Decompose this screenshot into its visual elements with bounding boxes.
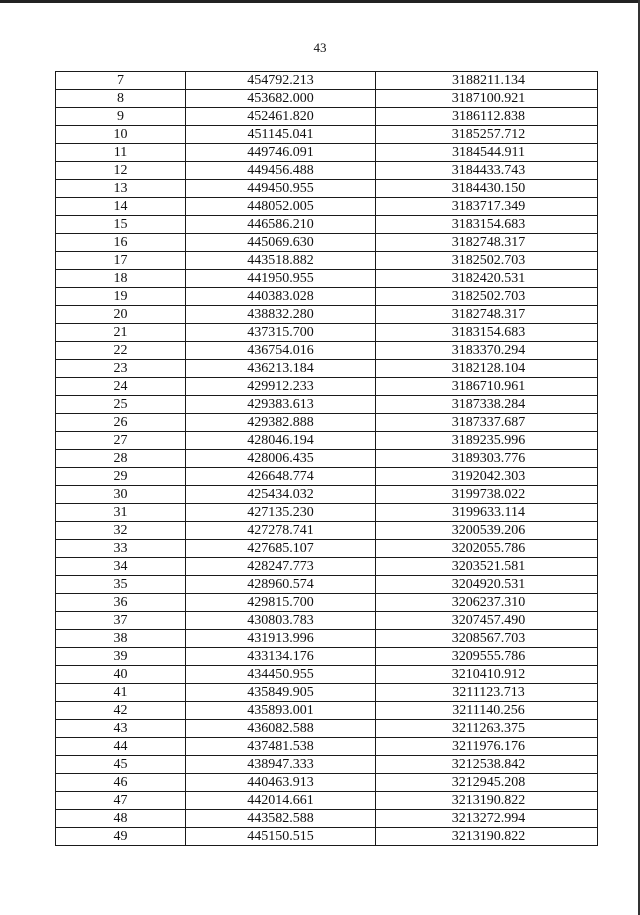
x-coordinate-cell: 429815.700 bbox=[186, 594, 376, 612]
table-row bbox=[56, 90, 598, 108]
x-coordinate-cell: 442014.661 bbox=[186, 792, 376, 810]
x-coordinate-cell: 435893.001 bbox=[186, 702, 376, 720]
table-row bbox=[56, 738, 598, 756]
x-coordinate-cell: 443582.588 bbox=[186, 810, 376, 828]
y-coordinate-cell: 3185257.712 bbox=[376, 126, 598, 144]
x-coordinate-cell: 429382.888 bbox=[186, 414, 376, 432]
point-number-cell: 43 bbox=[56, 720, 186, 738]
point-number-cell: 37 bbox=[56, 612, 186, 630]
table-row bbox=[56, 216, 598, 234]
table-row bbox=[56, 468, 598, 486]
y-coordinate-cell: 3184544.911 bbox=[376, 144, 598, 162]
y-coordinate-cell: 3203521.581 bbox=[376, 558, 598, 576]
y-coordinate-cell: 3189303.776 bbox=[376, 450, 598, 468]
x-coordinate-cell: 428046.194 bbox=[186, 432, 376, 450]
y-coordinate-cell: 3211140.256 bbox=[376, 702, 598, 720]
table-row bbox=[56, 414, 598, 432]
y-coordinate-cell: 3182502.703 bbox=[376, 288, 598, 306]
point-number-cell: 46 bbox=[56, 774, 186, 792]
point-number-cell: 14 bbox=[56, 198, 186, 216]
table-row bbox=[56, 612, 598, 630]
table-row bbox=[56, 756, 598, 774]
y-coordinate-cell: 3187100.921 bbox=[376, 90, 598, 108]
x-coordinate-cell: 449456.488 bbox=[186, 162, 376, 180]
point-number-cell: 48 bbox=[56, 810, 186, 828]
x-coordinate-cell: 428960.574 bbox=[186, 576, 376, 594]
y-coordinate-cell: 3186112.838 bbox=[376, 108, 598, 126]
y-coordinate-cell: 3183370.294 bbox=[376, 342, 598, 360]
y-coordinate-cell: 3187337.687 bbox=[376, 414, 598, 432]
point-number-cell: 24 bbox=[56, 378, 186, 396]
table-row bbox=[56, 810, 598, 828]
table-row bbox=[56, 540, 598, 558]
x-coordinate-cell: 427685.107 bbox=[186, 540, 376, 558]
y-coordinate-cell: 3211123.713 bbox=[376, 684, 598, 702]
y-coordinate-cell: 3212945.208 bbox=[376, 774, 598, 792]
y-coordinate-cell: 3186710.961 bbox=[376, 378, 598, 396]
y-coordinate-cell: 3212538.842 bbox=[376, 756, 598, 774]
point-number-cell: 40 bbox=[56, 666, 186, 684]
y-coordinate-cell: 3184430.150 bbox=[376, 180, 598, 198]
x-coordinate-cell: 428006.435 bbox=[186, 450, 376, 468]
x-coordinate-cell: 454792.213 bbox=[186, 72, 376, 90]
x-coordinate-cell: 427135.230 bbox=[186, 504, 376, 522]
y-coordinate-cell: 3199738.022 bbox=[376, 486, 598, 504]
y-coordinate-cell: 3213190.822 bbox=[376, 828, 598, 846]
y-coordinate-cell: 3187338.284 bbox=[376, 396, 598, 414]
point-number-cell: 27 bbox=[56, 432, 186, 450]
y-coordinate-cell: 3204920.531 bbox=[376, 576, 598, 594]
table-row bbox=[56, 576, 598, 594]
point-number-cell: 9 bbox=[56, 108, 186, 126]
table-row bbox=[56, 126, 598, 144]
point-number-cell: 35 bbox=[56, 576, 186, 594]
x-coordinate-cell: 437481.538 bbox=[186, 738, 376, 756]
point-number-cell: 12 bbox=[56, 162, 186, 180]
point-number-cell: 29 bbox=[56, 468, 186, 486]
point-number-cell: 13 bbox=[56, 180, 186, 198]
point-number-cell: 31 bbox=[56, 504, 186, 522]
y-coordinate-cell: 3206237.310 bbox=[376, 594, 598, 612]
table-row bbox=[56, 486, 598, 504]
table-row bbox=[56, 720, 598, 738]
table-row bbox=[56, 648, 598, 666]
table-row bbox=[56, 666, 598, 684]
page-top-edge bbox=[0, 0, 640, 3]
x-coordinate-cell: 453682.000 bbox=[186, 90, 376, 108]
x-coordinate-cell: 436213.184 bbox=[186, 360, 376, 378]
x-coordinate-cell: 440383.028 bbox=[186, 288, 376, 306]
table-row bbox=[56, 522, 598, 540]
point-number-cell: 28 bbox=[56, 450, 186, 468]
point-number-cell: 49 bbox=[56, 828, 186, 846]
point-number-cell: 23 bbox=[56, 360, 186, 378]
point-number-cell: 26 bbox=[56, 414, 186, 432]
y-coordinate-cell: 3200539.206 bbox=[376, 522, 598, 540]
table-row bbox=[56, 162, 598, 180]
y-coordinate-cell: 3213190.822 bbox=[376, 792, 598, 810]
y-coordinate-cell: 3211263.375 bbox=[376, 720, 598, 738]
table-row bbox=[56, 252, 598, 270]
x-coordinate-cell: 441950.955 bbox=[186, 270, 376, 288]
y-coordinate-cell: 3192042.303 bbox=[376, 468, 598, 486]
x-coordinate-cell: 440463.913 bbox=[186, 774, 376, 792]
y-coordinate-cell: 3199633.114 bbox=[376, 504, 598, 522]
table-row bbox=[56, 108, 598, 126]
y-coordinate-cell: 3182420.531 bbox=[376, 270, 598, 288]
point-number-cell: 7 bbox=[56, 72, 186, 90]
point-number-cell: 42 bbox=[56, 702, 186, 720]
point-number-cell: 39 bbox=[56, 648, 186, 666]
x-coordinate-cell: 451145.041 bbox=[186, 126, 376, 144]
table-row bbox=[56, 198, 598, 216]
point-number-cell: 15 bbox=[56, 216, 186, 234]
x-coordinate-cell: 438832.280 bbox=[186, 306, 376, 324]
y-coordinate-cell: 3202055.786 bbox=[376, 540, 598, 558]
x-coordinate-cell: 452461.820 bbox=[186, 108, 376, 126]
table-row bbox=[56, 360, 598, 378]
x-coordinate-cell: 435849.905 bbox=[186, 684, 376, 702]
y-coordinate-cell: 3209555.786 bbox=[376, 648, 598, 666]
x-coordinate-cell: 427278.741 bbox=[186, 522, 376, 540]
table-row bbox=[56, 630, 598, 648]
table-row bbox=[56, 702, 598, 720]
x-coordinate-cell: 449746.091 bbox=[186, 144, 376, 162]
point-number-cell: 36 bbox=[56, 594, 186, 612]
x-coordinate-cell: 428247.773 bbox=[186, 558, 376, 576]
y-coordinate-cell: 3207457.490 bbox=[376, 612, 598, 630]
x-coordinate-cell: 426648.774 bbox=[186, 468, 376, 486]
y-coordinate-cell: 3183154.683 bbox=[376, 216, 598, 234]
y-coordinate-cell: 3188211.134 bbox=[376, 72, 598, 90]
point-number-cell: 32 bbox=[56, 522, 186, 540]
x-coordinate-cell: 437315.700 bbox=[186, 324, 376, 342]
table-row bbox=[56, 828, 598, 846]
point-number-cell: 18 bbox=[56, 270, 186, 288]
point-number-cell: 30 bbox=[56, 486, 186, 504]
y-coordinate-cell: 3208567.703 bbox=[376, 630, 598, 648]
page-number: 43 bbox=[313, 40, 327, 55]
coordinate-table-body bbox=[56, 72, 598, 846]
point-number-cell: 25 bbox=[56, 396, 186, 414]
point-number-cell: 21 bbox=[56, 324, 186, 342]
point-number-cell: 22 bbox=[56, 342, 186, 360]
point-number-cell: 17 bbox=[56, 252, 186, 270]
point-number-cell: 8 bbox=[56, 90, 186, 108]
point-number-cell: 20 bbox=[56, 306, 186, 324]
table-row bbox=[56, 774, 598, 792]
table-row bbox=[56, 144, 598, 162]
table-row bbox=[56, 432, 598, 450]
table-row bbox=[56, 558, 598, 576]
point-number-cell: 33 bbox=[56, 540, 186, 558]
point-number-cell: 34 bbox=[56, 558, 186, 576]
x-coordinate-cell: 446586.210 bbox=[186, 216, 376, 234]
table-row bbox=[56, 504, 598, 522]
y-coordinate-cell: 3211976.176 bbox=[376, 738, 598, 756]
table-row bbox=[56, 270, 598, 288]
x-coordinate-cell: 448052.005 bbox=[186, 198, 376, 216]
table-row bbox=[56, 180, 598, 198]
y-coordinate-cell: 3210410.912 bbox=[376, 666, 598, 684]
y-coordinate-cell: 3183717.349 bbox=[376, 198, 598, 216]
table-row bbox=[56, 792, 598, 810]
table-row bbox=[56, 684, 598, 702]
x-coordinate-cell: 436754.016 bbox=[186, 342, 376, 360]
x-coordinate-cell: 429383.613 bbox=[186, 396, 376, 414]
y-coordinate-cell: 3213272.994 bbox=[376, 810, 598, 828]
y-coordinate-cell: 3182748.317 bbox=[376, 306, 598, 324]
point-number-cell: 38 bbox=[56, 630, 186, 648]
y-coordinate-cell: 3182502.703 bbox=[376, 252, 598, 270]
coordinate-table bbox=[55, 71, 598, 846]
y-coordinate-cell: 3189235.996 bbox=[376, 432, 598, 450]
table-row bbox=[56, 324, 598, 342]
point-number-cell: 19 bbox=[56, 288, 186, 306]
y-coordinate-cell: 3182128.104 bbox=[376, 360, 598, 378]
table-row bbox=[56, 450, 598, 468]
table-row bbox=[56, 594, 598, 612]
x-coordinate-cell: 443518.882 bbox=[186, 252, 376, 270]
point-number-cell: 47 bbox=[56, 792, 186, 810]
point-number-cell: 44 bbox=[56, 738, 186, 756]
table-row bbox=[56, 396, 598, 414]
y-coordinate-cell: 3183154.683 bbox=[376, 324, 598, 342]
x-coordinate-cell: 449450.955 bbox=[186, 180, 376, 198]
point-number-cell: 45 bbox=[56, 756, 186, 774]
x-coordinate-cell: 431913.996 bbox=[186, 630, 376, 648]
table-row bbox=[56, 306, 598, 324]
table-row bbox=[56, 342, 598, 360]
x-coordinate-cell: 436082.588 bbox=[186, 720, 376, 738]
table-row bbox=[56, 72, 598, 90]
point-number-cell: 10 bbox=[56, 126, 186, 144]
x-coordinate-cell: 434450.955 bbox=[186, 666, 376, 684]
x-coordinate-cell: 438947.333 bbox=[186, 756, 376, 774]
x-coordinate-cell: 430803.783 bbox=[186, 612, 376, 630]
table-row bbox=[56, 288, 598, 306]
point-number-cell: 41 bbox=[56, 684, 186, 702]
point-number-cell: 11 bbox=[56, 144, 186, 162]
y-coordinate-cell: 3184433.743 bbox=[376, 162, 598, 180]
table-row bbox=[56, 234, 598, 252]
x-coordinate-cell: 445069.630 bbox=[186, 234, 376, 252]
point-number-cell: 16 bbox=[56, 234, 186, 252]
table-row bbox=[56, 378, 598, 396]
x-coordinate-cell: 429912.233 bbox=[186, 378, 376, 396]
x-coordinate-cell: 445150.515 bbox=[186, 828, 376, 846]
x-coordinate-cell: 425434.032 bbox=[186, 486, 376, 504]
y-coordinate-cell: 3182748.317 bbox=[376, 234, 598, 252]
x-coordinate-cell: 433134.176 bbox=[186, 648, 376, 666]
